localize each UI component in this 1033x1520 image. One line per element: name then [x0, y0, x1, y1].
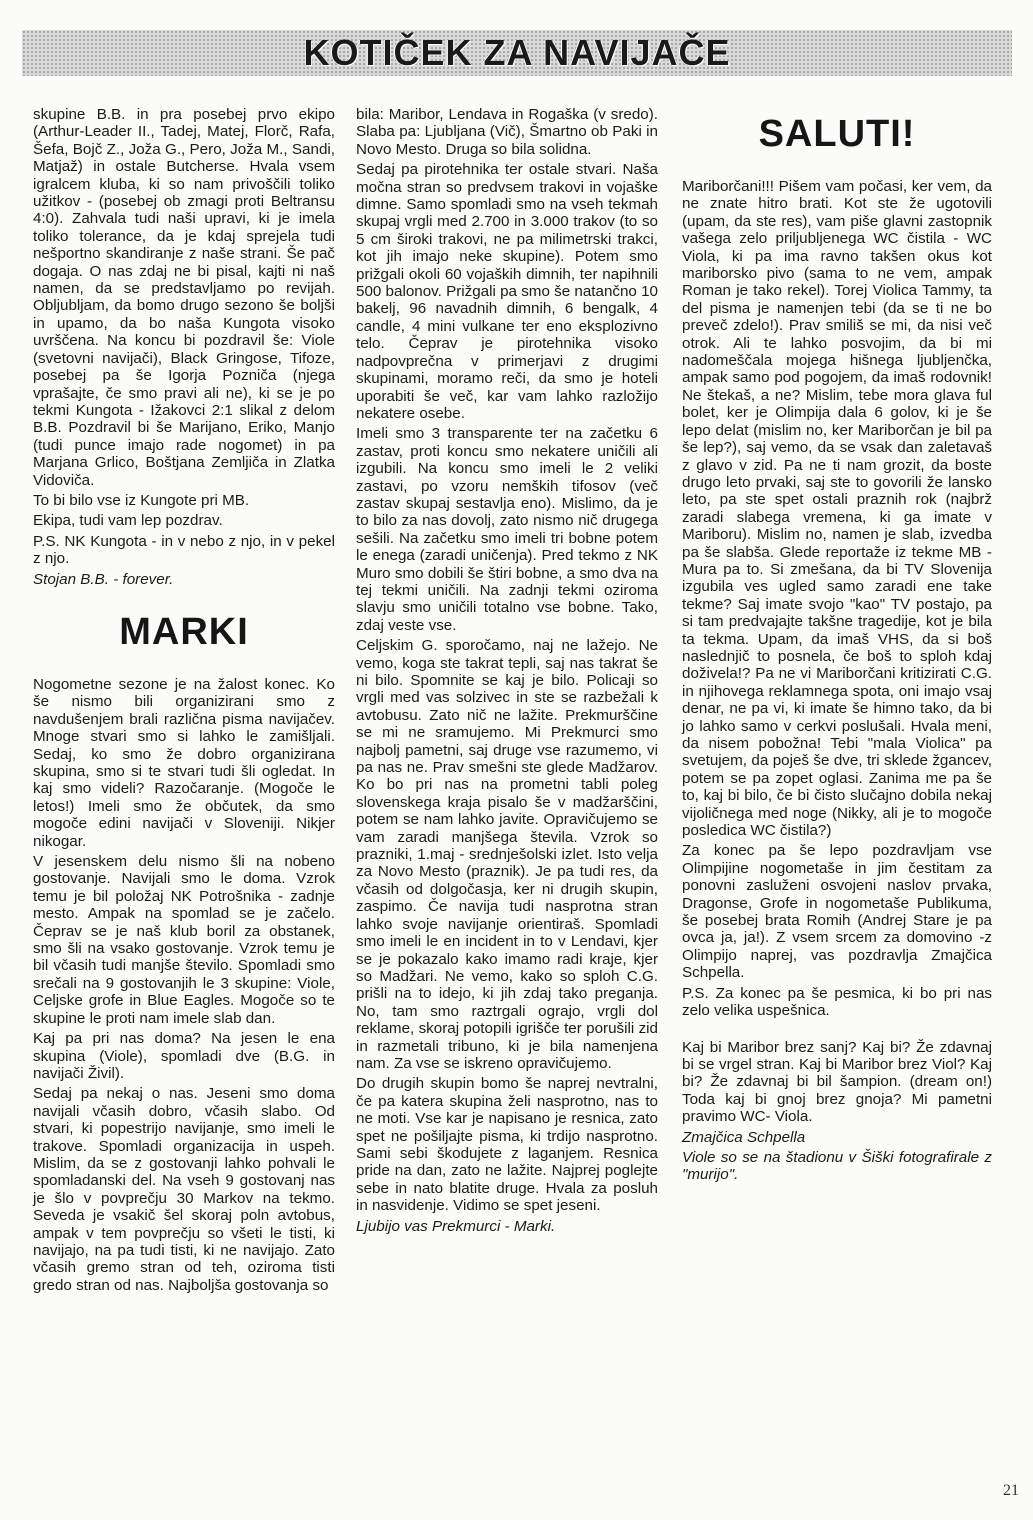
paragraph: To bi bilo vse iz Kungote pri MB.: [33, 491, 250, 509]
signature: Zmajčica Schpella: [682, 1128, 806, 1146]
page-title: KOTIČEK ZA NAVIJAČE: [303, 32, 731, 73]
paragraph: Ekipa, tudi vam lep pozdrav.: [33, 512, 223, 530]
paragraph: P.S. Za konec pa še pesmica, ki bo pri nas zelo velika uspešnica.: [682, 984, 992, 1020]
page-number: 21: [1003, 1482, 1019, 1499]
section-title-saluti: SALUTI!: [758, 113, 916, 155]
poem: Kaj bi Maribor brez sanj? Kaj bi? Že zdavnaj bi se vrgel stran. Kaj bi Maribor brez Viol? Kaj bi? Že zdavnaj bi bil šampion. (dream on!) Toda kaj bi gnoj brez gnoja? Mi pametni pravimo WC- Viola.: [682, 1038, 992, 1126]
signature: Ljubijo vas Prekmurci - Marki.: [356, 1217, 556, 1235]
column-right: [682, 106, 992, 1187]
paragraph: P.S. NK Kungota - in v nebo z njo, in v pekel z njo.: [33, 532, 335, 568]
paragraph: skupine B.B. in pra posebej prvo ekipo (Arthur-Leader II., Tadej, Matej, Florč, Rafa, Šefa, Bojč Z., Joža G., Pero, Joža M., Sandi, Matjaž) in ostale Butcherse. Hvala vsem igralcem kluba, ki so nam privoščili toliko užitkov - (posebej ob zmagi proti Beltransu 4:0). Zahvala tudi naši upravi, ki je imela toliko tolerance, da je kdaj sprejela tudi nešportno skandiranje z naše strani. Še pač dogaja. O nas zdaj ne bi pisal, kajti ni naš namen, da se predstavljamo po revijah. Obljubljam, da bomo drugo sezono še boljši in upamo, da bo naša Kungota visoko uvrščena. Na koncu bi pozdravil še: Viole (svetovni navijači), Black Gringose, Tifoze, posebej pa še Igorja Pozniča (njega vprašajte, če smo pravi ali ne), ki se je po tekmi Kungota - Ižakovci 2:1 slikal z delom B.B. Pozdravil bi še Marijano, Eriko, Manjo (tudi punce imajo rade nogomet) in pa Marjana Grlico, Boštjana Zemljiča in Zlatka Vidoviča.: [33, 106, 335, 489]
section-title-marki: MARKI: [119, 610, 249, 653]
photo-caption: Viole so se na štadionu v Šiški fotografirale z "murijo".: [682, 1148, 992, 1184]
paragraph: Do drugih skupin bomo še naprej nevtralni, če pa katera skupina želi nasprotno, nas to ne moti. Vse kar je napisano je resnica, zato spet ne pošiljajte pisma, ki trdijo nasprotno. Sami sebi škodujete z laganjem. Resnica pride na dan, zato ne lažite. Najprej poglejte sebe in nato blatite druge. Hvala za posluh in nasvidenje. Vidimo se spet jeseni.: [356, 1075, 658, 1215]
paragraph: V jesenskem delu nismo šli na nobeno gostovanje. Navijali smo le doma. Vzrok temu je bil položaj NK Potrošnika - zadnje mesto. Ampak na spomlad se je začelo. Čeprav se je naš klub boril za obstanek, smo šli na vsako gostovanje. Vzrok temu je bil včasih tudi manjše število. Spomladi smo srečali na 9 gostovanjih le 3 skupine: Viole, Celjske grofe in Blue Eagles. Mogoče so te skupine le proti nam imele slab dan.: [33, 853, 335, 1027]
paragraph: Mariborčani!!! Pišem vam počasi, ker vem, da ne znate hitro brati. Kot ste že ugotovili (upam, da ste res), vam piše glavni zastopnik vašega zelo priljubljenega WC čistila - WC Viola, ki pa ima ravno takšen okus kot mariborsko pivo (sama to ne vem, ampak Roman je tako rekel). Torej Violica Tammy, ta del pisma je namenjen tebi (da se ti ne bo preveč zdelo!). Prav smiliš se mi, da nisi več otrok. Ali te lahko posvojim, da bi mi nadomeščala mojega hišnega ljubljenčka, ampak samo pod pogojem, da imaš rodovnik! Ne štekaš, a ne? Mislim, tebe mora glava ful bolet, ker je Olimpija dala 6 golov, ki je še lepo delat (mislim no, ker Mariborčan je bil pa še lep?), saj vemo, da se vsak dan zaletavaš z glavo v zid. Pa ne ti nam grozit, da boste drugo leto prvaki, saj ste to govorili že lansko leto, pa ste spet ostali praznih rok (najbrž zaradi slabega vremena, ki ga imate v Mariboru). Mislim no, namen je slab, izvedba pa še slabša. Glede reportaže iz tekme MB - Mura pa to. Si zmešana, da bi TV Slovenija izgubila ves ugled samo zaradi ene take tekme? Saj imate svojo "kao" TV postajo, pa si tam predvajajte takšne tragedije, kot je bila ta tekma. Upam, da imaš VHS, da si boš naslednjič to posnela, če boš to sploh kdaj doživela!? Pa ne vi Mariborčani kritizirati C.G. in njihovega reklamnega spota, oni imajo vsaj denar, ne pa vi, ki imate še himno tako, da bi jo lahko samo v cerkvi poslušali. Hvala meni, da nisem pobožna! Tebi "mala Violica" pa svetujem, da poješ še dve, tri sklede žgancev, potem se pa zopet oglasi. Zanima me pa še to, kaj bi bilo, če bi čisto slučajno dobila nekaj vijoličnega med noge (Nikky, ali je to mogoče posledica WC čistila?): [682, 178, 992, 840]
column-left: [33, 106, 335, 1297]
signature: Stojan B.B. - forever.: [33, 570, 174, 588]
paragraph: Za konec pa še lepo pozdravljam vse Olimpijine nogometaše in jim čestitam za ponovni zasluženi osvojeni naslov prvaka, Dragonse, Grofe in nogometaše Publikuma, še posebej brata Romih (Andrej Stare je pa ovca ja, ja!). Z vsem srcem za domovino -z Olimpijo naprej, vas pozdravlja Zmajčica Schpella.: [682, 842, 992, 982]
paragraph: Imeli smo 3 transparente ter na začetku 6 zastav, proti koncu smo nekatere uničili ali izgubili. Na koncu smo imeli le 2 veliki zastavi, po vzoru nemških tifosov (več zastav skupaj sestavlja eno). Mislimo, da je to bilo za nas dovolj, zato nismo nič drugega sešili. Na začetku smo imeli tri bobne potem le enega (zaradi uničenja). Pred tekmo z NK Muro smo dobili še štiri bobne, a smo dva na tej tekmi uničili. Na zadnji tekmi oziroma slavju smo uničili totalno vse bobne. Tako, zdaj veste vse.: [356, 425, 658, 634]
paragraph: Sedaj pa pirotehnika ter ostale stvari. Naša močna stran so predvsem trakovi in vojaške dimne. Samo spomladi smo na vseh tekmah skupaj vrgli med 2.700 in 3.000 trakov (to so 5 cm široki trakovi, ne pa milimetrski trakci, kot jih imajo neke skupine). Potem smo prižgali okoli 60 vojaških dimnih, ter napihnili 500 balonov. Prižgali pa smo še natančno 10 bakelj, 96 navadnih dimnih, 6 bengalk, 4 candle, 4 mini vulkane ter eno eksplozivno telo. Čeprav je pirotehnika visoko nadpovprečna v primerjavi z drugimi skupinami, moramo reči, da smo je hoteli uporabiti še več, kar vam lahko razložijo nekatere osebe.: [356, 161, 658, 422]
column-middle: [356, 106, 658, 1238]
paragraph: Kaj pa pri nas doma? Na jesen le ena skupina (Viole), spomladi dve (B.G. in navijači Živil).: [33, 1030, 335, 1082]
paragraph: bila: Maribor, Lendava in Rogaška (v sredo). Slaba pa: Ljubljana (Vič), Šmartno ob Paki in Novo Mesto. Druga so bila solidna.: [356, 106, 658, 158]
paragraph: Sedaj pa nekaj o nas. Jeseni smo doma navijali včasih dobro, včasih slabo. Od stvari, ki popestrijo navijanje, smo imeli le trakove. Spomladi organizacija in uspeh. Mislim, da se z gostovanji lahko pohvali le spomladanski del. Na vseh 9 gostovanj nas je šlo v povprečju 30 Markov na tekmo. Seveda je vsakič šel skoraj poln avtobus, ampak v tem povprečju so všeti le tisti, ki navijajo, na pa tudi tisti, ki ne navijajo. Zato včasih gremo stran od teh, oziroma tisti gredo stran od nas. Najboljša gostovanja so: [33, 1085, 335, 1294]
header-band: [22, 30, 1012, 76]
paragraph: Nogometne sezone je na žalost konec. Ko še nismo bili organizirani smo z navdušenjem brali različna pisma navijačev. Mnoge stvari smo si lahko le zamišljali. Sedaj, ko smo že dobro organizirana skupina, smo si te stvari tudi šli ogledat. In kaj smo videli? Razočaranje. (Mogoče le letos!) Imeli smo že občutek, da smo mogoče edini navijači v Sloveniji. Nikjer nikogar.: [33, 675, 335, 850]
paragraph: Celjskim G. sporočamo, naj ne lažejo. Ne vemo, koga ste takrat tepli, saj nas takrat še ni bilo. Spomnite se kaj je bilo. Policaji so vrgli med vas solzivec in ste se razbežali k avtobusu. Zato nič ne lažite. Prekmurščine se mi ne sramujemo. Mi Prekmurci smo najbolj pametni, saj druge vse razumemo, vi pa nas ne. Prav smešni ste glede Madžarov. Ko bo pri nas na prometni tabli poleg slovenskega kraja pisalo še v madžarščini, potem se nam lahko javite. Opravičujemo se vam zaradi manjšega števila. Vzrok so prazniki, 1.maj - srednješolski izlet. Isto velja za Novo Mesto (praznik). Je pa tudi res, da včasih od dolgočasja, ker ni drugih skupin, zaspimo. Če navija tudi nasprotna stran lahko svoje navijanje orientiraš. Spomladi smo imeli le en incident in to v Lendavi, kjer se je pokazalo kako imamo radi kraje, kjer so Madžari. Ne vemo, kako so sploh C.G. prišli na to idejo, ki jih zdaj tako preganja. No, tam smo raztrgali ograjo, vrgli dol reklame, skoraj potopili igrišče ter porušili zid in razmetali tribuno, ki je bila namenjena nam. Za vse se iskreno opravičujemo.: [356, 637, 658, 1072]
